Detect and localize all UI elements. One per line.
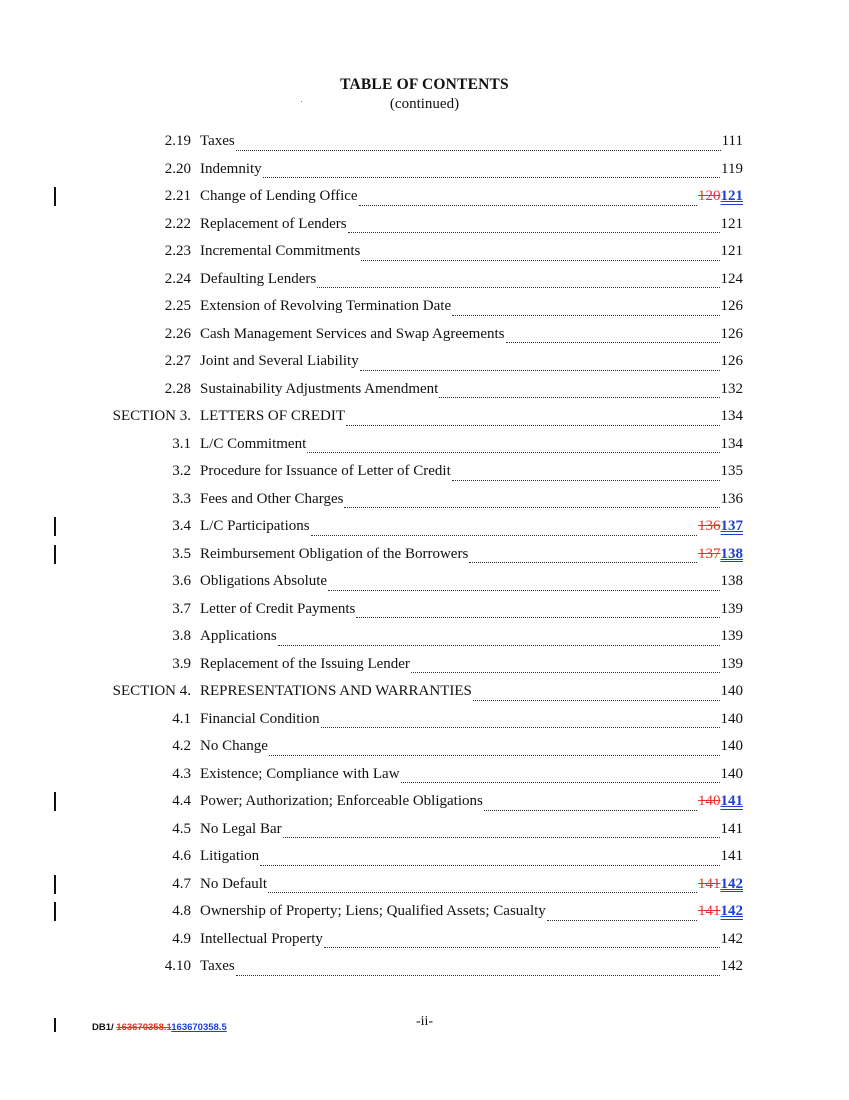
toc-entry[interactable] — [0, 293, 849, 321]
toc-entry-title: L/C Participations — [200, 518, 310, 534]
toc-entry[interactable] — [0, 596, 849, 624]
toc-entry-number: 4.4 — [172, 793, 191, 809]
toc-entry[interactable] — [0, 458, 849, 486]
toc-entry-number: 3.8 — [172, 628, 191, 644]
toc-entry[interactable] — [0, 816, 849, 844]
page-deleted: 136 — [698, 518, 721, 534]
toc-entry[interactable] — [0, 568, 849, 596]
dot-leader — [346, 425, 720, 426]
toc-entry-page: 121 — [720, 215, 743, 232]
toc-entry-number: 4.6 — [172, 848, 191, 864]
toc-entry-number: 2.20 — [164, 160, 191, 177]
toc-entry-page: 139 — [720, 655, 743, 672]
dot-leader — [317, 287, 719, 288]
toc-entry-page: 142 — [720, 958, 743, 974]
change-bar — [54, 902, 56, 921]
toc-entry-title: Procedure for Issuance of Letter of Credit — [200, 463, 451, 479]
dot-leader — [269, 755, 720, 756]
dot-leader — [263, 177, 720, 178]
toc-entry-page: 126 — [720, 325, 743, 342]
page-number: -ii- — [415, 1014, 434, 1029]
toc-entry-number: 2.22 — [164, 215, 191, 232]
document-id-prefix: DB1/ — [92, 1022, 117, 1033]
toc-entry-number: 3.4 — [172, 518, 191, 534]
toc-entry-number: 4.5 — [172, 820, 191, 837]
toc-entry-title: Applications — [200, 628, 277, 644]
change-bar — [54, 517, 56, 536]
toc-entry[interactable] — [0, 431, 849, 459]
dot-leader — [348, 232, 720, 233]
toc-entry-title: Obligations Absolute — [200, 573, 328, 589]
toc-entry-number: 4.2 — [172, 738, 191, 754]
document-id-deleted: 163670358.1 — [116, 1022, 172, 1033]
toc-title: TABLE OF CONTENTS — [340, 76, 509, 93]
toc-entry-number: 3.9 — [172, 655, 191, 672]
dot-leader — [311, 535, 697, 536]
toc-entry[interactable] — [0, 651, 849, 679]
toc-entry-title: Litigation — [200, 848, 260, 864]
toc-entry-number: 2.27 — [164, 353, 191, 369]
toc-entry-number: SECTION 3. — [112, 408, 191, 424]
toc-entry[interactable] — [0, 266, 849, 294]
toc-subtitle: (continued) — [389, 96, 460, 112]
dot-leader — [321, 727, 720, 728]
dot-leader — [401, 782, 720, 783]
dot-leader — [278, 645, 720, 646]
dot-leader — [328, 590, 719, 591]
toc-entry-title: REPRESENTATIONS AND WARRANTIES — [200, 683, 472, 699]
dot-leader — [411, 672, 720, 673]
toc-entry[interactable] — [0, 623, 849, 651]
toc-entry-title: No Default — [200, 875, 268, 892]
toc-entry-number: 4.3 — [172, 765, 191, 782]
toc-entry-number: 2.24 — [164, 270, 191, 287]
toc-entry-number: 4.10 — [164, 958, 191, 974]
dot-leader — [307, 452, 719, 453]
toc-entry-number: 4.1 — [172, 710, 191, 727]
toc-entry[interactable] — [0, 788, 849, 816]
toc-entry-number: 3.5 — [172, 545, 191, 562]
dot-leader — [360, 370, 720, 371]
page-deleted: 141 — [698, 875, 721, 892]
toc-entry-number: 3.6 — [172, 573, 191, 589]
toc-entry[interactable] — [0, 678, 849, 706]
toc-entry[interactable] — [0, 761, 849, 789]
toc-entry[interactable] — [0, 128, 849, 156]
toc-entry-page: 140 — [720, 710, 743, 727]
toc-entry-number: 2.25 — [164, 298, 191, 314]
toc-entry-title: Financial Condition — [200, 710, 320, 727]
toc-entry-title: Incremental Commitments — [200, 243, 361, 259]
toc-entry-page: 141 — [720, 848, 743, 864]
toc-entry-number: 4.7 — [172, 875, 191, 892]
toc-entry-title: LETTERS OF CREDIT — [200, 408, 345, 424]
toc-entry[interactable] — [0, 871, 849, 899]
toc-entry[interactable] — [0, 211, 849, 239]
toc-entry-page: 111 — [721, 133, 743, 149]
dot-leader — [268, 892, 697, 893]
change-bar — [54, 187, 56, 206]
toc-entry[interactable] — [0, 953, 849, 981]
toc-entry[interactable] — [0, 376, 849, 404]
dot-leader — [361, 260, 719, 261]
toc-entry-page: 124 — [720, 270, 743, 287]
toc-entry-page: 126 — [720, 353, 743, 369]
dot-leader — [324, 947, 720, 948]
toc-entry-page: 135 — [720, 463, 743, 479]
dot-leader — [452, 315, 719, 316]
page-deleted: 137 — [698, 545, 721, 562]
toc-entry-title: Joint and Several Liability — [200, 353, 359, 369]
dot-leader — [452, 480, 720, 481]
dot-leader — [439, 397, 719, 398]
toc-entry-title: No Change — [200, 738, 268, 754]
toc-entry-title: Fees and Other Charges — [200, 490, 344, 507]
dot-leader — [484, 810, 697, 811]
toc-entry[interactable] — [0, 486, 849, 514]
toc-entry-page: 132 — [720, 380, 743, 397]
toc-entry-number: 2.26 — [164, 325, 191, 342]
toc-entry-title: Taxes — [200, 958, 235, 974]
toc-entry-page: 140 — [720, 738, 743, 754]
page-deleted: 140 — [698, 793, 721, 809]
page-deleted: 141 — [698, 903, 721, 919]
toc-entry-number: 3.7 — [172, 600, 191, 617]
dot-leader — [469, 562, 697, 563]
toc-entry-title: Change of Lending Office — [200, 188, 358, 204]
toc-entry-number: 2.23 — [164, 243, 191, 259]
toc-entry-page: 139 — [720, 628, 743, 644]
change-bar — [54, 875, 56, 894]
document-id-inserted: 163670358.5 — [171, 1022, 227, 1033]
page-inserted: 142 — [720, 903, 743, 919]
toc-entry[interactable] — [0, 513, 849, 541]
toc-entry-title: Power; Authorization; Enforceable Obligations — [200, 793, 483, 809]
toc-entry[interactable] — [0, 843, 849, 871]
toc-entry[interactable] — [0, 403, 849, 431]
dot-leader — [547, 920, 697, 921]
toc-entry-number: SECTION 4. — [112, 683, 191, 699]
toc-entry[interactable] — [0, 183, 849, 211]
page-inserted: 142 — [720, 875, 743, 892]
toc-entry-page: 134 — [720, 408, 743, 424]
toc-entry-title: Ownership of Property; Liens; Qualified Assets; Casualty — [200, 903, 546, 919]
toc-entry-number: 2.19 — [164, 133, 191, 149]
toc-entry-page: 140 — [720, 683, 743, 699]
page-inserted: 138 — [720, 545, 743, 562]
page-inserted: 137 — [720, 518, 743, 534]
toc-entry-number: 3.3 — [172, 490, 191, 507]
toc-entry-page: 138 — [720, 573, 743, 589]
dot-leader — [344, 507, 719, 508]
toc-entry-number: 3.2 — [172, 463, 191, 479]
toc-entry-title: Existence; Compliance with Law — [200, 765, 400, 782]
toc-entry[interactable] — [0, 321, 849, 349]
toc-entry-title: Taxes — [200, 133, 235, 149]
toc-entry-page: 140 — [720, 765, 743, 782]
toc-entry-title: Cash Management Services and Swap Agreements — [200, 325, 505, 342]
toc-entry-page: 119 — [721, 160, 743, 177]
toc-entry-number: 4.8 — [172, 903, 191, 919]
toc-list — [0, 128, 849, 981]
page-deleted: 120 — [698, 188, 721, 204]
toc-entry[interactable] — [0, 238, 849, 266]
toc-entry-title: Reimbursement Obligation of the Borrowers — [200, 545, 469, 562]
toc-entry-page: 134 — [720, 435, 743, 452]
toc-entry-title: Sustainability Adjustments Amendment — [200, 380, 439, 397]
toc-entry-title: Indemnity — [200, 160, 262, 177]
toc-entry-title: No Legal Bar — [200, 820, 282, 837]
toc-entry[interactable] — [0, 156, 849, 184]
dot-leader — [506, 342, 720, 343]
toc-entry-page: 139 — [720, 600, 743, 617]
toc-entry-number: 2.21 — [164, 188, 191, 204]
toc-entry-title: Letter of Credit Payments — [200, 600, 356, 617]
dot-leader — [260, 865, 719, 866]
dot-leader — [236, 150, 721, 151]
page-inserted: 141 — [720, 793, 743, 809]
toc-entry-title: Intellectual Property — [200, 930, 323, 947]
toc-entry-title: Extension of Revolving Termination Date — [200, 298, 452, 314]
toc-entry[interactable] — [0, 926, 849, 954]
dot-leader — [236, 975, 720, 976]
toc-entry[interactable] — [0, 706, 849, 734]
stray-mark — [301, 101, 302, 102]
toc-entry-title: Replacement of Lenders — [200, 215, 347, 232]
toc-entry[interactable] — [0, 733, 849, 761]
toc-entry[interactable] — [0, 348, 849, 376]
toc-entry-title: Replacement of the Issuing Lender — [200, 655, 410, 672]
toc-entry-title: Defaulting Lenders — [200, 270, 317, 287]
toc-entry-page: 142 — [720, 930, 743, 947]
dot-leader — [359, 205, 697, 206]
change-bar — [54, 545, 56, 564]
dot-leader — [356, 617, 719, 618]
page-inserted: 121 — [720, 188, 743, 204]
change-bar — [54, 792, 56, 811]
toc-entry-page: 136 — [720, 490, 743, 507]
toc-entry-page: 126 — [720, 298, 743, 314]
toc-entry-title: L/C Commitment — [200, 435, 307, 452]
toc-entry-number: 4.9 — [172, 930, 191, 947]
toc-entry[interactable] — [0, 541, 849, 569]
toc-entry-page: 121 — [720, 243, 743, 259]
dot-leader — [473, 700, 720, 701]
toc-entry-page: 141 — [720, 820, 743, 837]
toc-entry-number: 2.28 — [164, 380, 191, 397]
toc-entry[interactable] — [0, 898, 849, 926]
dot-leader — [283, 837, 720, 838]
toc-entry-number: 3.1 — [172, 435, 191, 452]
